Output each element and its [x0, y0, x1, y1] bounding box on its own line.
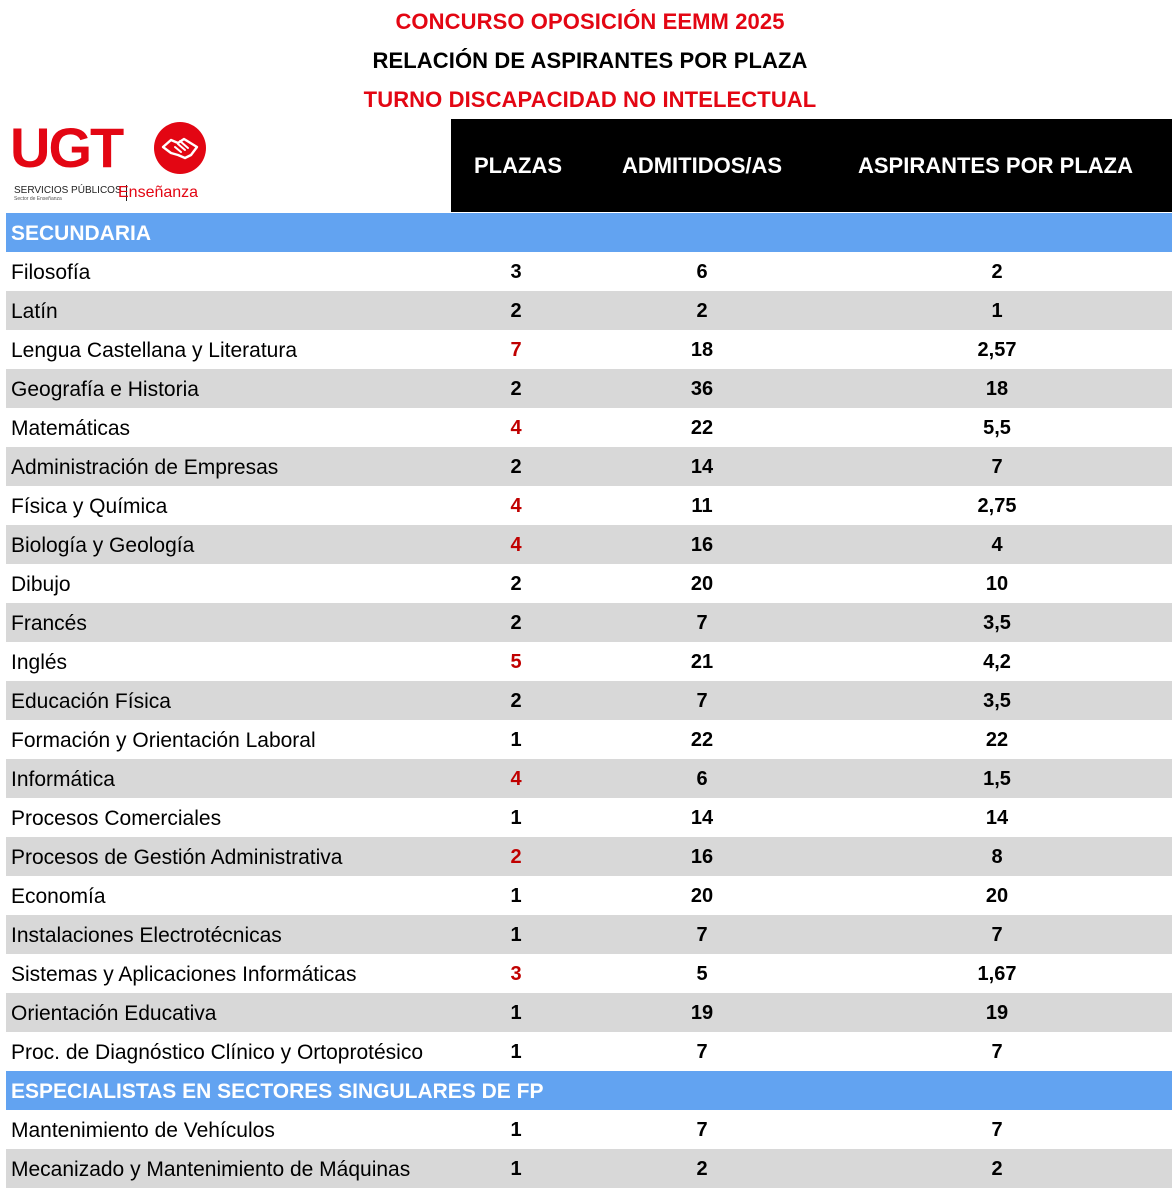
- document-subtitle: RELACIÓN DE ASPIRANTES POR PLAZA: [372, 48, 808, 73]
- table-row: [6, 525, 1172, 564]
- specialty-name: Lengua Castellana y Literatura: [11, 339, 298, 362]
- plazas-value: 1: [510, 1119, 522, 1141]
- admitidos-value: 7: [696, 1041, 708, 1063]
- ratio-value: 3,5: [983, 612, 1011, 634]
- admitidos-value: 6: [696, 768, 708, 790]
- table-row: [6, 1110, 1172, 1149]
- plazas-value: 3: [510, 261, 522, 283]
- plazas-value: 2: [510, 573, 522, 595]
- table-row: [6, 915, 1172, 954]
- admitidos-value: 22: [690, 729, 714, 751]
- ratio-value: 2: [991, 261, 1003, 283]
- ratio-value: 14: [985, 807, 1009, 829]
- column-header-aspirantes: ASPIRANTES POR PLAZA: [857, 153, 1134, 178]
- plazas-value: 1: [510, 1041, 522, 1063]
- table-row: [6, 681, 1172, 720]
- ratio-value: 1: [991, 300, 1003, 322]
- document-title: CONCURSO OPOSICIÓN EEMM 2025: [395, 9, 785, 34]
- admitidos-value: 2: [696, 300, 708, 322]
- ratio-value: 2,75: [977, 495, 1017, 517]
- plazas-value: 4: [510, 534, 522, 556]
- ratio-value: 7: [991, 1119, 1003, 1141]
- plazas-value: 1: [510, 924, 522, 946]
- plazas-value: 1: [510, 1158, 522, 1180]
- section-label: SECUNDARIA: [11, 222, 152, 245]
- specialty-name: Procesos Comerciales: [11, 807, 222, 830]
- table-row: [6, 837, 1172, 876]
- logo-subtitle: SERVICIOS PÚBLICOS: [14, 185, 127, 201]
- specialty-name: Geografía e Historia: [11, 378, 199, 401]
- handshake-icon: [154, 122, 206, 174]
- plazas-value: 2: [510, 378, 522, 400]
- ratio-value: 3,5: [983, 690, 1011, 712]
- specialty-name: Proc. de Diagnóstico Clínico y Ortoprotésico: [11, 1041, 424, 1064]
- logo-small-text: Sector de Enseñanza: [14, 196, 62, 202]
- specialty-name: Francés: [11, 612, 87, 635]
- section-label: ESPECIALISTAS EN SECTORES SINGULARES DE FP: [11, 1080, 544, 1103]
- admitidos-value: 2: [696, 1158, 708, 1180]
- plazas-value: 1: [510, 885, 522, 907]
- plazas-value: 1: [510, 1002, 522, 1024]
- table-row: [6, 720, 1172, 759]
- table-row: [6, 1149, 1172, 1188]
- ratio-value: 10: [985, 573, 1009, 595]
- column-header-plazas: PLAZAS: [474, 153, 562, 178]
- ratio-value: 20: [985, 885, 1009, 907]
- table-row: [6, 291, 1172, 330]
- specialty-name: Procesos de Gestión Administrativa: [11, 846, 343, 869]
- ratio-value: 2: [991, 1158, 1003, 1180]
- specialty-name: Física y Química: [11, 495, 168, 518]
- table-row: [6, 876, 1172, 915]
- admitidos-value: 20: [690, 573, 714, 595]
- table-row: [6, 369, 1172, 408]
- table-row: [6, 447, 1172, 486]
- table-row: [6, 408, 1172, 447]
- ratio-value: 1,5: [983, 768, 1011, 790]
- table-row: [6, 1032, 1172, 1071]
- table-row: [6, 954, 1172, 993]
- specialty-name: Latín: [11, 300, 58, 323]
- ratio-value: 5,5: [983, 417, 1011, 439]
- admitidos-value: 16: [690, 534, 714, 556]
- specialty-name: Filosofía: [11, 261, 91, 284]
- ratio-value: 7: [991, 456, 1003, 478]
- plazas-value: 2: [510, 612, 522, 634]
- document-turno: TURNO DISCAPACIDAD NO INTELECTUAL: [363, 87, 817, 112]
- column-header-admitidos: ADMITIDOS/AS: [621, 153, 783, 178]
- ratio-value: 22: [985, 729, 1009, 751]
- logo-brand: UGT: [10, 116, 123, 179]
- table-header: [451, 119, 1172, 212]
- specialty-name: Sistemas y Aplicaciones Informáticas: [11, 963, 357, 986]
- admitidos-value: 7: [696, 1119, 708, 1141]
- table-row: [6, 564, 1172, 603]
- admitidos-value: 16: [690, 846, 714, 868]
- ratio-value: 7: [991, 1041, 1003, 1063]
- admitidos-value: 22: [690, 417, 714, 439]
- section-header: [6, 213, 1172, 252]
- table-row: [6, 252, 1172, 291]
- specialty-name: Informática: [11, 768, 115, 791]
- plazas-value: 4: [510, 417, 522, 439]
- specialty-name: Mecanizado y Mantenimiento de Máquinas: [11, 1158, 411, 1181]
- admitidos-value: 6: [696, 261, 708, 283]
- table-row: [6, 603, 1172, 642]
- specialty-name: Economía: [11, 885, 106, 908]
- admitidos-value: 19: [690, 1002, 714, 1024]
- plazas-value: 1: [510, 729, 522, 751]
- plazas-value: 7: [510, 339, 522, 361]
- plazas-value: 2: [510, 846, 522, 868]
- admitidos-value: 7: [696, 690, 708, 712]
- plazas-value: 2: [510, 300, 522, 322]
- specialty-name: Inglés: [11, 651, 68, 674]
- plazas-value: 2: [510, 456, 522, 478]
- ratio-value: 8: [991, 846, 1003, 868]
- ugt-logo: [10, 116, 210, 206]
- ratio-value: 4,2: [983, 651, 1011, 673]
- specialty-name: Formación y Orientación Laboral: [11, 729, 316, 752]
- plazas-value: 4: [510, 495, 522, 517]
- logo-area: Enseñanza: [118, 184, 199, 201]
- ratio-value: 7: [991, 924, 1003, 946]
- specialty-name: Instalaciones Electrotécnicas: [11, 924, 282, 947]
- admitidos-value: 14: [690, 807, 714, 829]
- table-row: [6, 642, 1172, 681]
- specialty-name: Biología y Geología: [11, 534, 195, 557]
- specialty-name: Matemáticas: [11, 417, 131, 440]
- ratio-value: 2,57: [977, 339, 1017, 361]
- plazas-value: 5: [510, 651, 522, 673]
- ratio-value: 19: [985, 1002, 1009, 1024]
- section-header: [6, 1071, 1172, 1110]
- admitidos-value: 20: [690, 885, 714, 907]
- ratio-value: 1,67: [977, 963, 1017, 985]
- plazas-value: 4: [510, 768, 522, 790]
- results-table: [6, 213, 1172, 1188]
- table-row: [6, 486, 1172, 525]
- admitidos-value: 21: [690, 651, 714, 673]
- ratio-value: 4: [991, 534, 1003, 556]
- specialty-name: Orientación Educativa: [11, 1002, 217, 1025]
- specialty-name: Educación Física: [11, 690, 171, 713]
- table-row: [6, 993, 1172, 1032]
- admitidos-value: 5: [696, 963, 708, 985]
- admitidos-value: 36: [690, 378, 714, 400]
- specialty-name: Dibujo: [11, 573, 71, 596]
- admitidos-value: 7: [696, 924, 708, 946]
- admitidos-value: 7: [696, 612, 708, 634]
- ratio-value: 18: [985, 378, 1009, 400]
- specialty-name: Mantenimiento de Vehículos: [11, 1119, 275, 1142]
- admitidos-value: 11: [691, 495, 713, 517]
- specialty-name: Administración de Empresas: [11, 456, 279, 479]
- table-row: [6, 330, 1172, 369]
- table-row: [6, 798, 1172, 837]
- plazas-value: 1: [510, 807, 522, 829]
- admitidos-value: 18: [690, 339, 714, 361]
- admitidos-value: 14: [690, 456, 714, 478]
- table-row: [6, 759, 1172, 798]
- plazas-value: 3: [510, 963, 522, 985]
- plazas-value: 2: [510, 690, 522, 712]
